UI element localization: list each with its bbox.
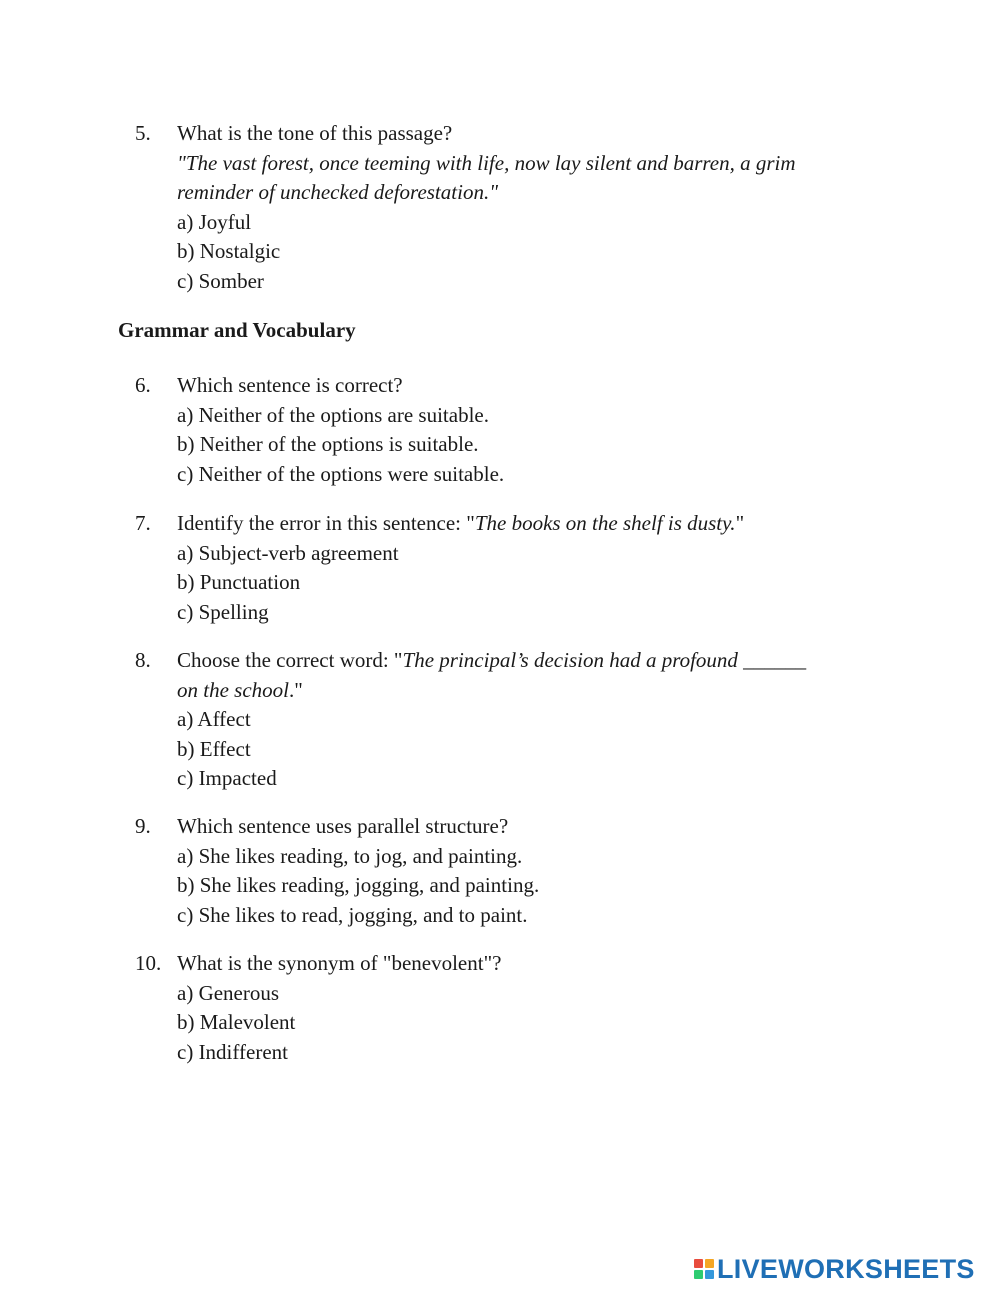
question-number: 6. [135, 373, 151, 397]
question-quote-line-1: "The vast forest, once teeming with life, now lay silent and barren, a grim [177, 150, 796, 175]
answer-option-a[interactable]: a) She likes reading, to jog, and painting. [177, 843, 523, 868]
question-prompt [177, 646, 877, 676]
question-number: 7. [135, 511, 151, 535]
logo-badge-icon [694, 1259, 714, 1279]
answer-option-b[interactable]: b) Effect [177, 736, 251, 761]
question-number: 8. [135, 648, 151, 672]
question-number: 9. [135, 814, 151, 838]
question-number: 5. [135, 121, 151, 145]
question-prompt: What is the tone of this passage? [177, 121, 453, 145]
question-prompt: Which sentence is correct? [177, 373, 403, 397]
answer-option-a[interactable]: a) Subject-verb agreement [177, 540, 399, 565]
answer-option-b[interactable]: b) Neither of the options is suitable. [177, 432, 479, 456]
answer-option-c[interactable]: c) Somber [177, 268, 264, 293]
question-prompt-quote-line-2: on the school [177, 677, 289, 702]
answer-option-c[interactable]: c) She likes to read, jogging, and to paint. [177, 902, 528, 927]
question-prompt-quote: The books on the shelf is dusty. [474, 511, 736, 535]
answer-option-b[interactable]: b) Malevolent [177, 1010, 296, 1034]
question-prompt-prefix: Identify the error in this sentence: " [177, 511, 475, 535]
question-prompt-prefix: Choose the correct word: " [177, 648, 403, 672]
question-prompt-quote: The principal’s decision had a profound ______ [402, 648, 807, 672]
answer-option-c[interactable]: c) Neither of the options were suitable. [177, 461, 505, 486]
question-prompt: What is the synonym of "benevolent"? [177, 951, 502, 975]
question-quote-line-2: reminder of unchecked deforestation." [177, 180, 499, 204]
question-prompt: Which sentence uses parallel structure? [177, 814, 509, 838]
question-prompt [177, 509, 877, 539]
question-number: 10. [135, 951, 162, 975]
answer-option-a[interactable]: a) Generous [177, 980, 280, 1005]
logo-text: LIVEWORKSHEETS [717, 1253, 975, 1284]
answer-option-c[interactable]: c) Impacted [177, 766, 277, 790]
answer-option-c[interactable]: c) Spelling [177, 599, 269, 624]
question-prompt-suffix: " [735, 511, 745, 535]
answer-option-a[interactable]: a) Joyful [177, 209, 252, 234]
answer-option-b[interactable]: b) Punctuation [177, 570, 301, 594]
answer-option-b[interactable]: b) She likes reading, jogging, and painting. [177, 873, 540, 897]
answer-option-a[interactable]: a) Neither of the options are suitable. [177, 402, 489, 427]
answer-option-b[interactable]: b) Nostalgic [177, 239, 281, 263]
liveworksheets-logo[interactable] [694, 1254, 975, 1284]
question-prompt-suffix: ." [288, 677, 303, 702]
question-prompt-line-2 [177, 676, 877, 706]
answer-option-c[interactable]: c) Indifferent [177, 1039, 288, 1064]
section-heading: Grammar and Vocabulary [118, 318, 356, 342]
answer-option-a[interactable]: a) Affect [177, 707, 251, 731]
